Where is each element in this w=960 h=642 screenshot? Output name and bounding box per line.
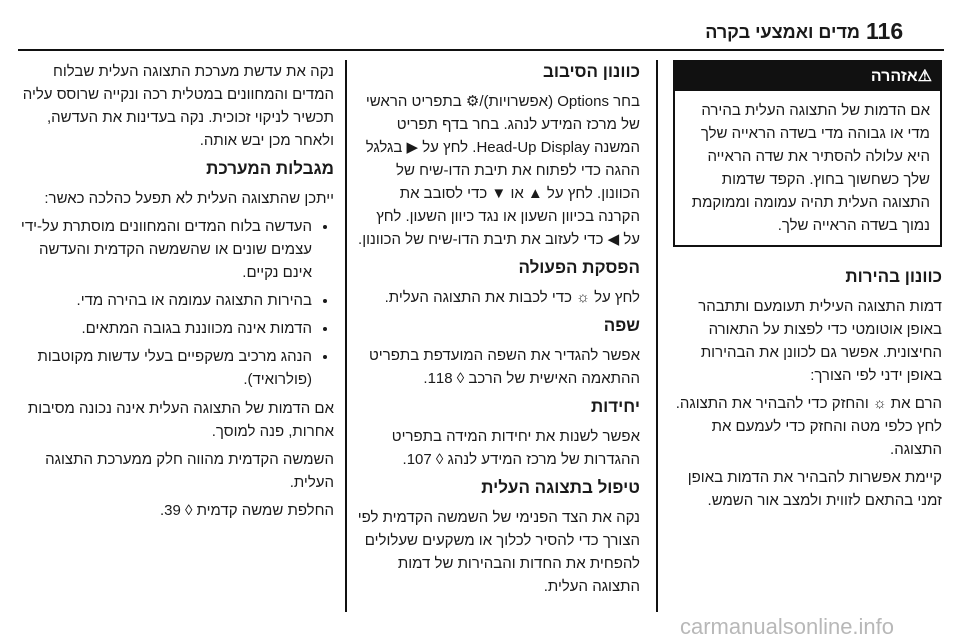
list-item: • הנהג מרכיב משקפיים בעלי עדשות מקוטבות (פולרואיד). [18,345,312,391]
paragraph-care: נקה את הצד הפנימי של השמשה הקדמית לפי הצורך כדי להסיר לכלוך או משקעים שעלולים להפחית את החדות והבהירות של דמות התצוגה העלית. [357,509,640,595]
paragraph-incorrect-image: אם הדמות של התצוגה העלית אינה נכונה מסיבות אחרות, פנה למוסך. [27,400,334,440]
heading-shutdown: הפסקת הפעולה [518,258,640,277]
chapter-title: מדים ואמצעי בקרה [705,22,860,42]
warning-box [673,60,942,247]
column-divider-right [656,60,658,612]
column-left [18,60,334,527]
heading-brightness: כוונון בהירות [845,267,942,286]
page-number: 116 [866,18,904,44]
paragraph-lens-cleaning: נקה את עדשת מערכת התצוגה העלית שבלוח המדים והמחוונים במטלית רכה ונקייה שרוסס עליה תכשיר לניקוי זכוכית. נקה בעדינות את העדשה, ולאחר מכן יבש אותה. [22,63,334,149]
paragraph-units: אפשר לשנות את יחידות המידה בתפריט ההגדרות של מרכז המידע לנהג ◊ 107. [391,428,640,468]
paragraph-rotation: בחר Options (אפשרויות)/⚙ בתפריט הראשי של מרכז המידע לנהג. בחר בדף תפריט המשנה Head-Up Display. לחץ על ▶ בגלגל ההגה כדי לפתוח את תיבת הדו-שיח של הכוונון. לחץ על ▲ או ▼ כדי לסובב את הקרנה בכיוון השעון או נגד כיוון השעון. לחץ על ◀ כדי לעזוב את תיבת הדו-שיח של הכוונון. [358,93,640,248]
watermark: carmanualsonline.info [680,614,895,639]
paragraph-shutdown: לחץ על ☼ כדי לכבות את התצוגה העלית. [384,289,640,306]
warning-title: ⚠אזהרה [675,62,940,91]
column-middle [357,60,640,603]
column-divider-left [345,60,347,612]
header-rule [18,49,944,51]
heading-units: יחידות [590,397,640,416]
paragraph-language: אפשר להגדיר את השפה המועדפת בתפריט ההתאמה האישית של הרכב ◊ 118. [369,347,640,387]
heading-rotation: כוונון הסיבוב [542,62,640,81]
paragraph-windshield: השמשה הקדמית מהווה חלק ממערכת התצוגה העלית. [45,451,334,491]
paragraph-brightness-temp: קיימת אפשרות להבהיר את הדמות באופן זמני בהתאם לזווית ולמצב אור השמש. [687,469,942,509]
warning-text: אם הדמות של התצוגה העלית בהירה מדי או גבוהה מדי בשדה הראייה שלך היא עלולה להסתיר את שדה הראייה שלך כשחשוך בחוץ. הקפד שדמות התצוגה העלית תהיה עמומה וממוקמת נמוך בשדה הראייה שלך. [691,102,930,234]
list-item: • הדמות אינה מכווננת בגובה המתאים. [18,317,312,340]
column-right [673,60,942,517]
paragraph-brightness-manual: הרם את ☼ והחזק כדי להבהיר את התצוגה. לחץ כלפי מטה והחזק כדי לעמעם את התצוגה. [675,395,942,458]
limitations-list [18,215,334,391]
paragraph-limitations: ייתכן שהתצוגה העלית לא תפעל כהלכה כאשר: [44,190,334,207]
heading-language: שפה [603,316,640,335]
list-item: • העדשה בלוח המדים והמחוונים מוסתרת על-ידי עצמים שונים או שהשמשה הקדמית והעדשה אינם נקיים. [18,215,312,284]
list-item: • בהירות התצוגה עמומה או בהירה מדי. [18,289,312,312]
heading-care: טיפול בתצוגה העלית [481,478,640,497]
paragraph-windshield-replacement: החלפת שמשה קדמית ◊ 39. [159,502,334,519]
paragraph-brightness-auto: דמות התצוגה העילית תעומעם ותתבהר באופן אוטומטי כדי לפצות על התאורה החיצונית. אפשר גם לכוונן את הבהירות באופן ידני לפי הצורך: [698,298,942,384]
heading-limitations: מגבלות המערכת [206,159,334,178]
